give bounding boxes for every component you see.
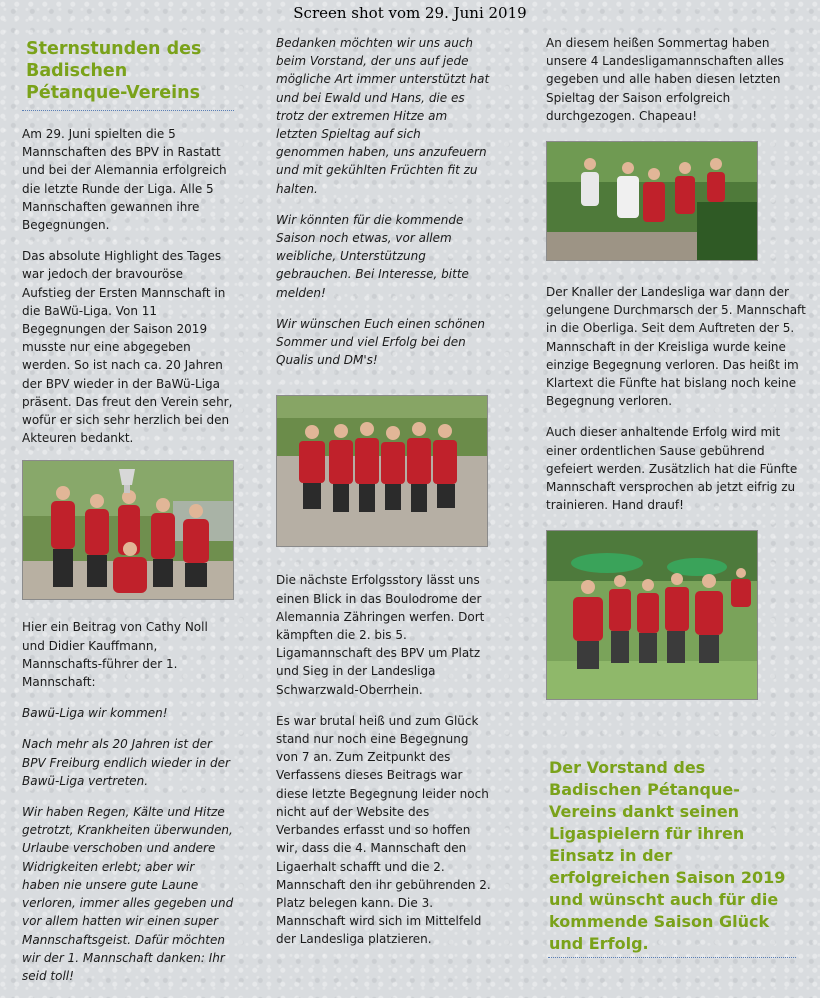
paragraph: An diesem heißen Sommertag haben unsere 4 Landesligamannschaften alles gegeben und alle haben diesen letzten Spieltag der Saison erfolgreich durchgezogen. Chapeau! <box>546 36 784 123</box>
quote-paragraph: Bawü-Liga wir kommen! <box>22 706 168 721</box>
closing-divider <box>548 957 796 958</box>
paragraph: Hier ein Beitrag von Cathy Noll und Didier Kauffmann, Mannschafts-führer der 1. Mannschaft: <box>22 620 208 690</box>
quote-paragraph: Wir haben Regen, Kälte und Hitze getrotzt, Krankheiten überwunden, Urlaube verschoben und andere Widrigkeiten erlebt; aber wir haben nie unsere gute Laune verloren, immer alles gegeben und vor allem hatten wir einen super Mannschaftsgeist. Dafür möchten wir der 1. Mannschaft danken: Ihr seid toll! <box>22 805 234 983</box>
photo-first-team-trophy <box>22 460 234 600</box>
screenshot-caption: Screen shot vom 29. Juni 2019 <box>293 4 527 22</box>
photo-celebration-crowd <box>546 141 758 261</box>
paragraph: Das absolute Highlight des Tages war jedoch der bravouröse Aufstieg der Ersten Mannschaft in die BaWü-Liga. Von 11 Begegnungen der Saison 2019 musste nur eine abgegeben werden. So ist nach ca. 20 Jahren der BPV wieder in der BaWü-Liga präsent. Das freut den Verein sehr, wofür er sich sehr herzlich bei den Akteuren bedankt. <box>22 249 233 446</box>
paragraph: Es war brutal heiß und zum Glück stand nur noch eine Begegnung von 7 an. Zum Zeitpunkt des Verfassens dieses Beitrags war diese letzte Begegnung leider noch nicht auf der Website des Verbandes erfasst und so hoffen wir, dass die 4. Mannschaft den Ligaerhalt schafft und die 2. Mannschaft den ihr gebührenden 2. Platz belegen kann. Die 3. Mannschaft wird sich im Mittelfeld der Landesliga platzieren. <box>276 713 491 947</box>
article-column-2 <box>276 34 492 962</box>
quote-paragraph: Wir wünschen Euch einen schönen Sommer und viel Erfolg bei den Qualis und DM's! <box>276 316 485 368</box>
closing-statement: Der Vorstand des Badischen Pétanque-Vereins dankt seinen Ligaspielern für ihren Einsatz in der erfolgreichen Saison 2019 und wünscht auch für die kommende Saison Glück und Erfolg. <box>549 758 786 953</box>
quote-paragraph: Nach mehr als 20 Jahren ist der BPV Freiburg endlich wieder in der Bawü-Liga vertreten. <box>22 737 230 788</box>
paragraph: Die nächste Erfolgsstory lässt uns einen Blick in das Boulodrome der Alemannia Zähringen werfen. Dort kämpften die 2. bis 5. Ligamannschaft des BPV um Platz und Sieg in der Landesliga Schwarzwald-Oberrhein. <box>276 573 485 697</box>
quote-paragraph: Wir könnten für die kommende Saison noch etwas, vor allem weibliche, Unterstützung gebrauchen. Bei Interesse, bitte melden! <box>276 212 469 300</box>
title-divider <box>22 110 234 111</box>
paragraph: Am 29. Juni spielten die 5 Mannschaften des BPV in Rastatt und bei der Alemannia erfolgreich die letzte Runde der Liga. Alle 5 Mannschaften gewannen ihre Begegnungen. <box>22 127 227 233</box>
article-column-3 <box>546 34 808 718</box>
paragraph: Auch dieser anhaltende Erfolg wird mit einer ordentlichen Sause gebührend gefeiert werden. Zusätzlich hat die Fünfte Mannschaft versprochen ab jetzt eifrig zu trainieren. Hand drauf! <box>546 425 798 513</box>
paragraph: Der Knaller der Landesliga war dann der gelungene Durchmarsch der 5. Mannschaft in die Oberliga. Seit dem Auftreten der 5. Mannschaft in der Kreisliga wurde keine einzige Begegnung verloren. Das heißt im Klartext die Fünfte hat bislang noch keine Begegnung verloren. <box>546 285 806 409</box>
article-column-1 <box>22 30 234 998</box>
photo-fifth-team <box>546 530 758 700</box>
quote-paragraph: Bedanken möchten wir uns auch beim Vorstand, der uns auf jede mögliche Art immer unterstützt hat und bei Ewald und Hans, die es trotz der extremen Hitze am letzten Spieltag auf sich genommen haben, uns anzufeuern und mit gekühlten Früchten fit zu halten. <box>276 36 490 196</box>
photo-league-teams-group <box>276 395 488 547</box>
article-title: Sternstunden des Badischen Pétanque-Vereins <box>26 39 202 103</box>
